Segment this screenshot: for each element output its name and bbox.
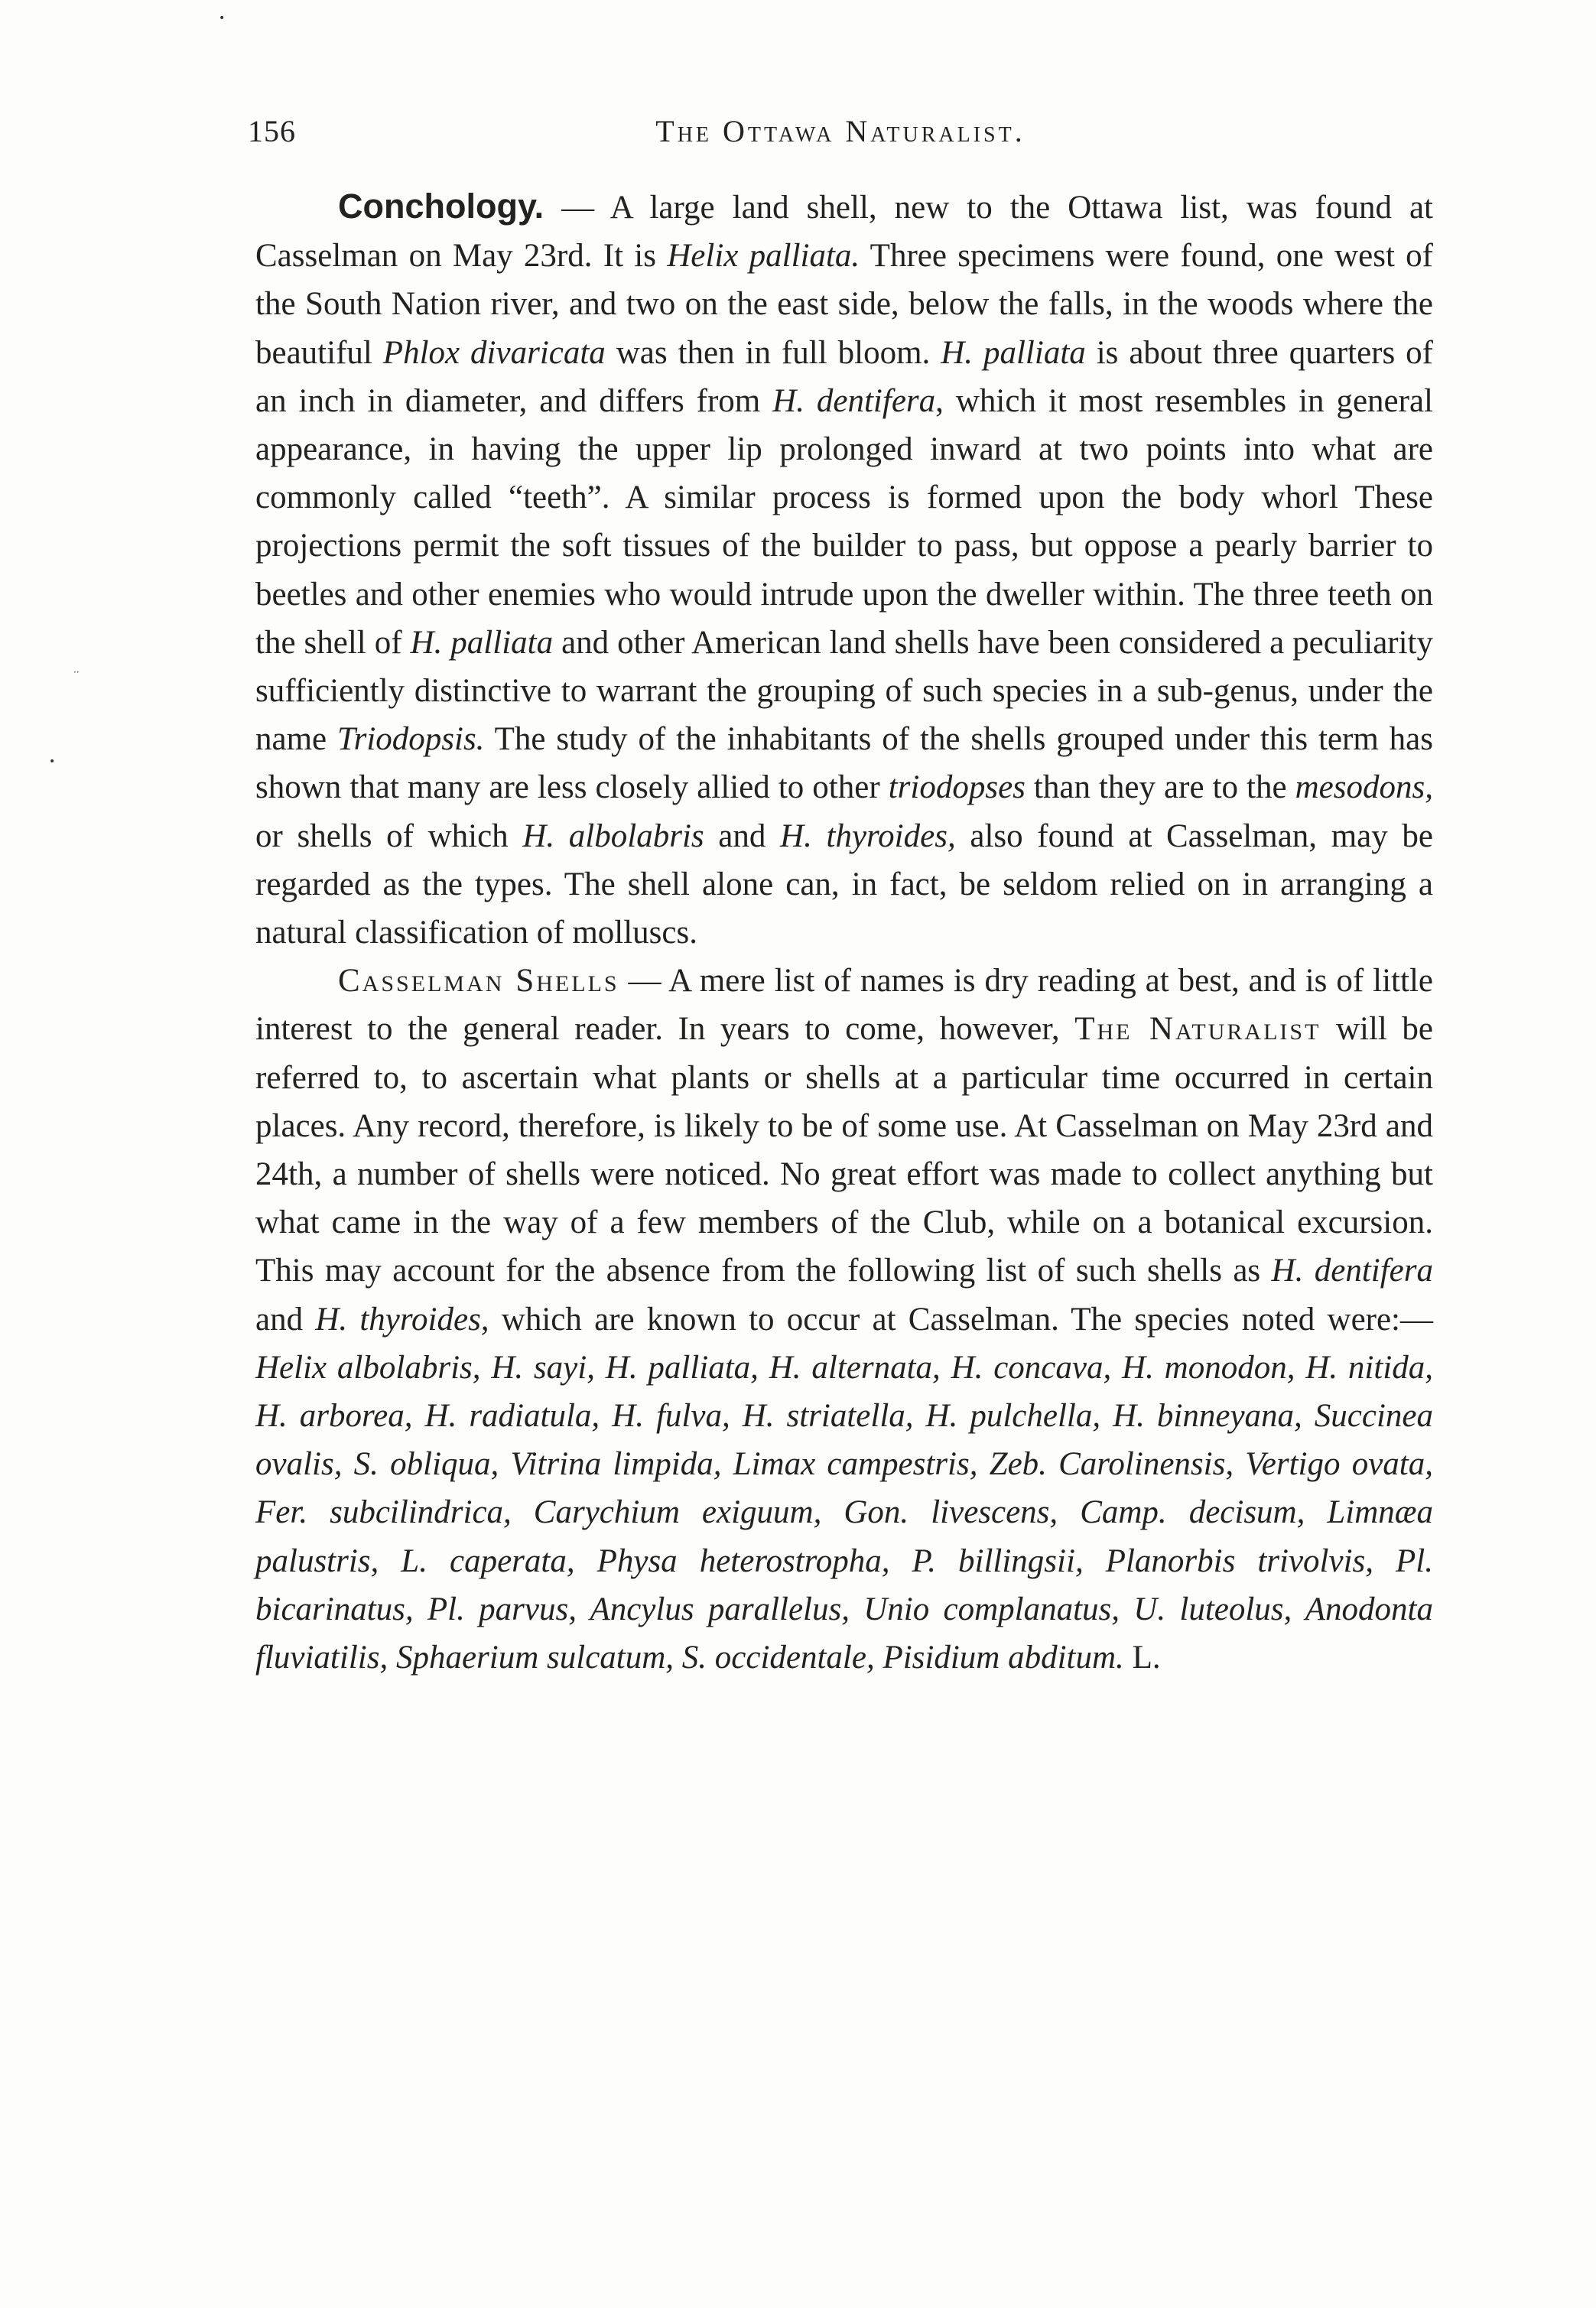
species-name: H. palliata	[941, 334, 1086, 371]
species-name: triodopses	[888, 769, 1026, 806]
scan-speck: •	[49, 756, 56, 768]
species-name: mesodons,	[1295, 769, 1433, 806]
scan-speck: •	[219, 12, 226, 24]
running-title: The Ottawa Naturalist.	[655, 114, 1026, 148]
species-name: H. albolabris	[522, 818, 704, 854]
journal-name: The Naturalist	[1074, 1011, 1321, 1048]
text-run: — A large land shell, new to the Ottawa list, was found at Casselman on May 23rd. It is	[255, 190, 1433, 275]
article-body	[255, 182, 1433, 1682]
text-run: also found at Casselman, may be regarded as the types. The shell alone can, in fact, be seldom relied on in arranging a natural classification of molluscs.	[255, 818, 1433, 951]
page-number: 156	[248, 114, 296, 148]
running-header	[248, 113, 1433, 151]
species-name: Phlox divaricata	[382, 334, 606, 371]
scan-speck: ··	[73, 667, 80, 678]
text-run: or shells of which	[255, 818, 523, 854]
casselman-paragraph	[255, 957, 1433, 1682]
text-run: and	[255, 1301, 316, 1338]
species-name: H. thyroides,	[315, 1301, 489, 1338]
species-name: H. dentifera	[772, 382, 936, 419]
text-run: is about three quarters of an inch in diameter, and differs from	[255, 334, 1433, 419]
author-signature: L.	[1132, 1640, 1161, 1676]
species-name: H. thyroides,	[780, 818, 956, 854]
text-run: — A mere list of names is dry reading at best, and is of little interest to the general reader. In years to come, however,	[255, 963, 1433, 1048]
text-run: The study of the inhabitants of the shells grouped under this term has shown that many are less closely allied to other	[255, 721, 1434, 806]
species-name: H. palliata	[410, 624, 554, 661]
casselman-heading: Casselman Shells	[338, 963, 619, 1000]
text-run: will be referred to, to ascertain what plants or shells at a particular time occurred in certain places. Any record, therefore, is likely to be of some use. At Casselman on May 23rd and 24th, a number of shells were noticed. No great effort was made to collect anything but what came in the way of a few members of the Club, while on a botanical excursion. This may account for the absence from the following list of such shells as	[255, 1011, 1433, 1289]
text-run: which are known to occur at Casselman. The species noted were:—	[489, 1301, 1434, 1338]
species-name: H. dentifera	[1271, 1253, 1433, 1289]
conchology-heading: Conchology.	[338, 187, 544, 226]
text-run: Three specimens were found, one west of the South Nation river, and two on the east side, below the falls, in the woods where the beautiful	[255, 238, 1434, 371]
text-run: was then in full bloom.	[605, 334, 941, 371]
text-run: and other American land shells have been considered a peculiarity sufficiently distinctive to warrant the grouping of such species in a sub-genus, under the name	[255, 624, 1433, 758]
species-name: Triodopsis.	[337, 721, 485, 758]
conchology-paragraph	[255, 182, 1433, 957]
text-run: and	[704, 818, 781, 854]
species-list: Helix albolabris, H. sayi, H. palliata, H. alternata, H. concava, H. monodon, H. nitida, H. arborea, H. radiatula, H. fulva, H. striatella, H. pulchella, H. binneyana, Succinea ovalis, S. obliqua, Vitrina limpida, Limax campestris, Zeb. Carolinensis, Vertigo ovata, Fer. subcilindrica, Carychium exiguum, Gon. livescens, Camp. decisum, Limnæa palustris, L. caperata, Physa heterostropha, P. billingsii, Planorbis trivolvis, Pl. bicarinatus, Pl. parvus, Ancylus parallelus, Unio complanatus, U. luteolus, Anodonta fluviatilis, Sphaerium sulcatum, S. occidentale, Pisidium abditum.	[255, 1349, 1433, 1676]
species-name: Helix palliata.	[667, 238, 860, 275]
text-run: than they are to the	[1025, 769, 1295, 806]
text-run: , which it most resembles in general appearance, in having the upper lip prolonged inward at two points into what are commonly called “teeth”. A similar process is formed upon the body whorl These projections permit the soft tissues of the builder to pass, but oppose a pearly barrier to beetles and other enemies who would intrude upon the dweller within. The three teeth on the shell of	[255, 382, 1433, 661]
